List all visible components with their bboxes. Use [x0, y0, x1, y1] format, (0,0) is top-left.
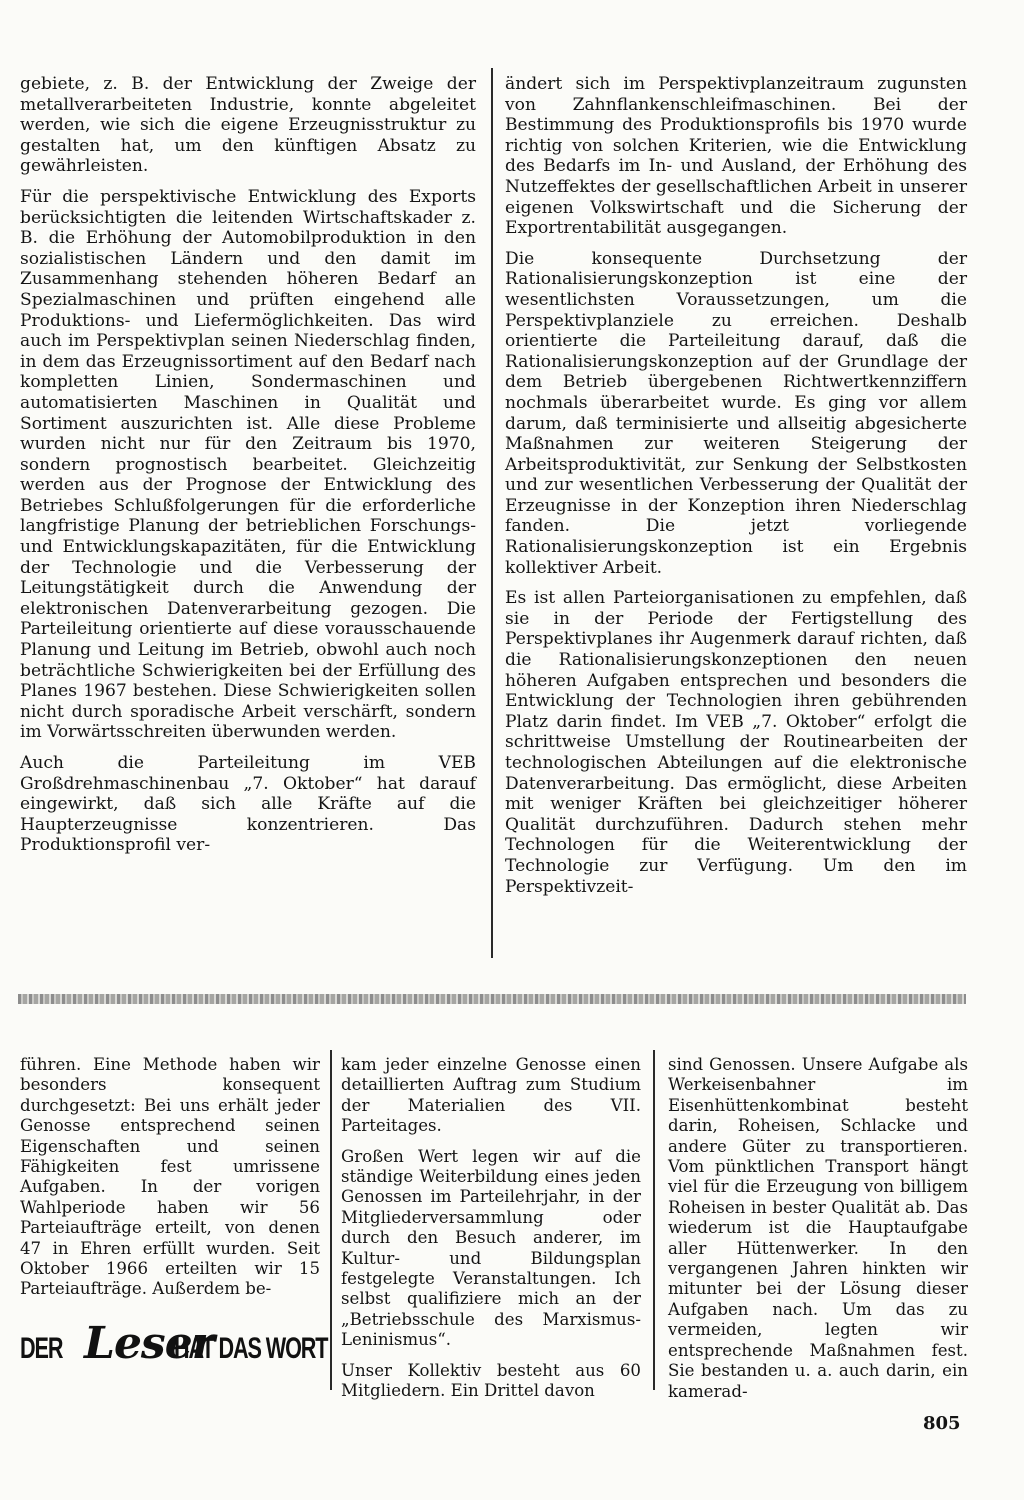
letter-column-second	[341, 1055, 641, 1412]
section-separator	[18, 994, 966, 1004]
paragraph: sind Genossen. Unsere Aufgabe als Werkeisenbahner im Eisenhüttenkombinat besteht darin, Roheisen, Schlacke und andere Güter zu transportieren. Vom pünktlichen Transport hängt viel für die Erzeugung von billigem Roheisen in bester Qualität ab. Das wiederum ist die Hauptaufgabe aller Hüttenwerker. In den vergangenen Jahren hinkten wir mitunter bei der Lösung dieser Aufgaben nach. Um das zu vermeiden, legten wir entsprechende Maßnahmen fest. Sie bestanden u. a. auch darin, ein kamerad-	[668, 1055, 968, 1401]
column-divider	[491, 68, 493, 958]
heading-suffix: HAT DAS WORT	[174, 1332, 328, 1365]
paragraph: gebiete, z. B. der Entwicklung der Zweige der metallverarbeiteten Industrie, konnte abgeleitet werden, wie sich die eigene Erzeugnisstruktur zu gestalten hat, um den künftigen Absatz zu gewährleisten.	[20, 74, 476, 177]
paragraph: Die konsequente Durchsetzung der Rationalisierungskonzeption ist eine der wesentlichsten Voraussetzungen, um die Perspektivplanziele zu erreichen. Deshalb orientierte die Parteileitung darauf, daß die Rationalisierungskonzeption auf der Grundlage der dem Betrieb übergebenen Richtwertkennziffern nochmals überarbeitet wurde. Es ging vor allem darum, daß terminisierte und allseitig abgesicherte Maßnahmen zur weiteren Steigerung der Arbeitsproduktivität, zur Senkung der Selbstkosten und zur wesentlichen Verbesserung der Qualität der Erzeugnisse in der Konzeption ihren Niederschlag fanden. Die jetzt vorliegende Rationalisierungskonzeption ist ein Ergebnis kollektiver Arbeit.	[505, 248, 967, 578]
letter-column-third	[668, 1055, 968, 1412]
section-heading	[20, 1317, 328, 1380]
paragraph: führen. Eine Methode haben wir besonders konsequent durchgesetzt: Bei uns erhält jeder Genosse entsprechend seinen Eigenschaften und seinen Fähigkeiten fest umrissene Aufgaben. In der vorigen Wahlperiode haben wir 56 Parteiaufträge erteilt, von denen 47 in Ehren erfüllt wurden. Seit Oktober 1966 erteilten wir 15 Parteiaufträge. Außerdem be-	[20, 1055, 320, 1299]
paragraph: Auch die Parteileitung im VEB Großdrehmaschinenbau „7. Oktober“ hat darauf eingewirkt, daß sich alle Kräfte auf die Haupterzeugnisse konzentrieren. Das Produktionsprofil ver-	[20, 753, 476, 856]
letter-column-first	[20, 1055, 320, 1310]
heading-prefix: DER	[20, 1332, 63, 1365]
paragraph: Unser Kollektiv besteht aus 60 Mitgliedern. Ein Drittel davon	[341, 1360, 641, 1401]
paragraph: Großen Wert legen wir auf die ständige Weiterbildung eines jeden Genossen im Parteilehrjahr, in der Mitgliederversammlung oder durch den Besuch anderer, im Kultur- und Bildungsplan festgelegte Veranstaltungen. Ich selbst qualifiziere mich an der „Betriebsschule des Marxismus-Leninismus“.	[341, 1146, 641, 1350]
column-divider	[330, 1050, 332, 1390]
paragraph: Für die perspektivische Entwicklung des Exports berücksichtigten die leitenden Wirtschaftskader z. B. die Erhöhung der Automobilproduktion in den sozialistischen Ländern und den damit im Zusammenhang stehenden höheren Bedarf an Spezialmaschinen und prüften eingehend alle Produktions- und Liefermöglichkeiten. Das wird auch im Perspektivplan seinen Niederschlag finden, in dem das Erzeugnissortiment auf den Bedarf nach kompletten Linien, Sondermaschinen und automatisierten Maschinen in Qualität und Sortiment auszurichten ist. Alle diese Probleme wurden nicht nur für den Zeitraum bis 1970, sondern prognostisch bearbeitet. Gleichzeitig werden aus der Prognose der Entwicklung des Betriebes Schlußfolgerungen für die erforderliche langfristige Planung der betrieblichen Forschungs- und Entwicklungskapazitäten, für die Entwicklung der Technologie und die Verbesserung der Leitungstätigkeit durch die Anwendung der elektronischen Datenverarbeitung gezogen. Die Parteileitung orientierte auf diese vorausschauende Planung und Leitung im Betrieb, obwohl auch noch beträchtliche Schwierigkeiten bei der Erfüllung des Planes 1967 bestehen. Diese Schwierigkeiten sollen nicht durch sporadische Arbeit verschärft, sondern im Vorwärtsschreiten überwunden werden.	[20, 186, 476, 743]
page-number: 805	[923, 1413, 961, 1434]
paragraph: Es ist allen Parteiorganisationen zu empfehlen, daß sie in der Periode der Fertigstellung des Perspektivplanes ihr Augenmerk darauf richten, daß die Rationalisierungskonzeptionen den neuen höheren Aufgaben entsprechen und besonders die Entwicklung der Technologien ihren gebührenden Platz darin findet. Im VEB „7. Oktober“ erfolgt die schrittweise Umstellung der Routinearbeiten der technologischen Abteilungen auf die elektronische Datenverarbeitung. Das ermöglicht, diese Arbeiten mit weniger Kräften bei gleichzeitiger höherer Qualität durchzuführen. Dadurch stehen mehr Technologen für die Weiterentwicklung der Technologie zur Verfügung. Um den im Perspektivzeit-	[505, 588, 967, 897]
article-column-right	[505, 74, 967, 907]
article-column-left	[20, 74, 476, 866]
heading-script-word: Leser	[84, 1317, 214, 1369]
paragraph: ändert sich im Perspektivplanzeitraum zugunsten von Zahnflankenschleifmaschinen. Bei der Bestimmung des Produktionsprofils bis 1970 wurde richtig von solchen Kriterien, wie die Entwicklung des Bedarfs im In- und Ausland, der Erhöhung des Nutzeffektes der gesellschaftlichen Arbeit in unserer eigenen Volkswirtschaft und die Sicherung der Exportrentabilität ausgegangen.	[505, 74, 967, 239]
column-divider	[653, 1050, 655, 1390]
paragraph: kam jeder einzelne Genosse einen detaillierten Auftrag zum Studium der Materialien des VII. Parteitages.	[341, 1055, 641, 1136]
